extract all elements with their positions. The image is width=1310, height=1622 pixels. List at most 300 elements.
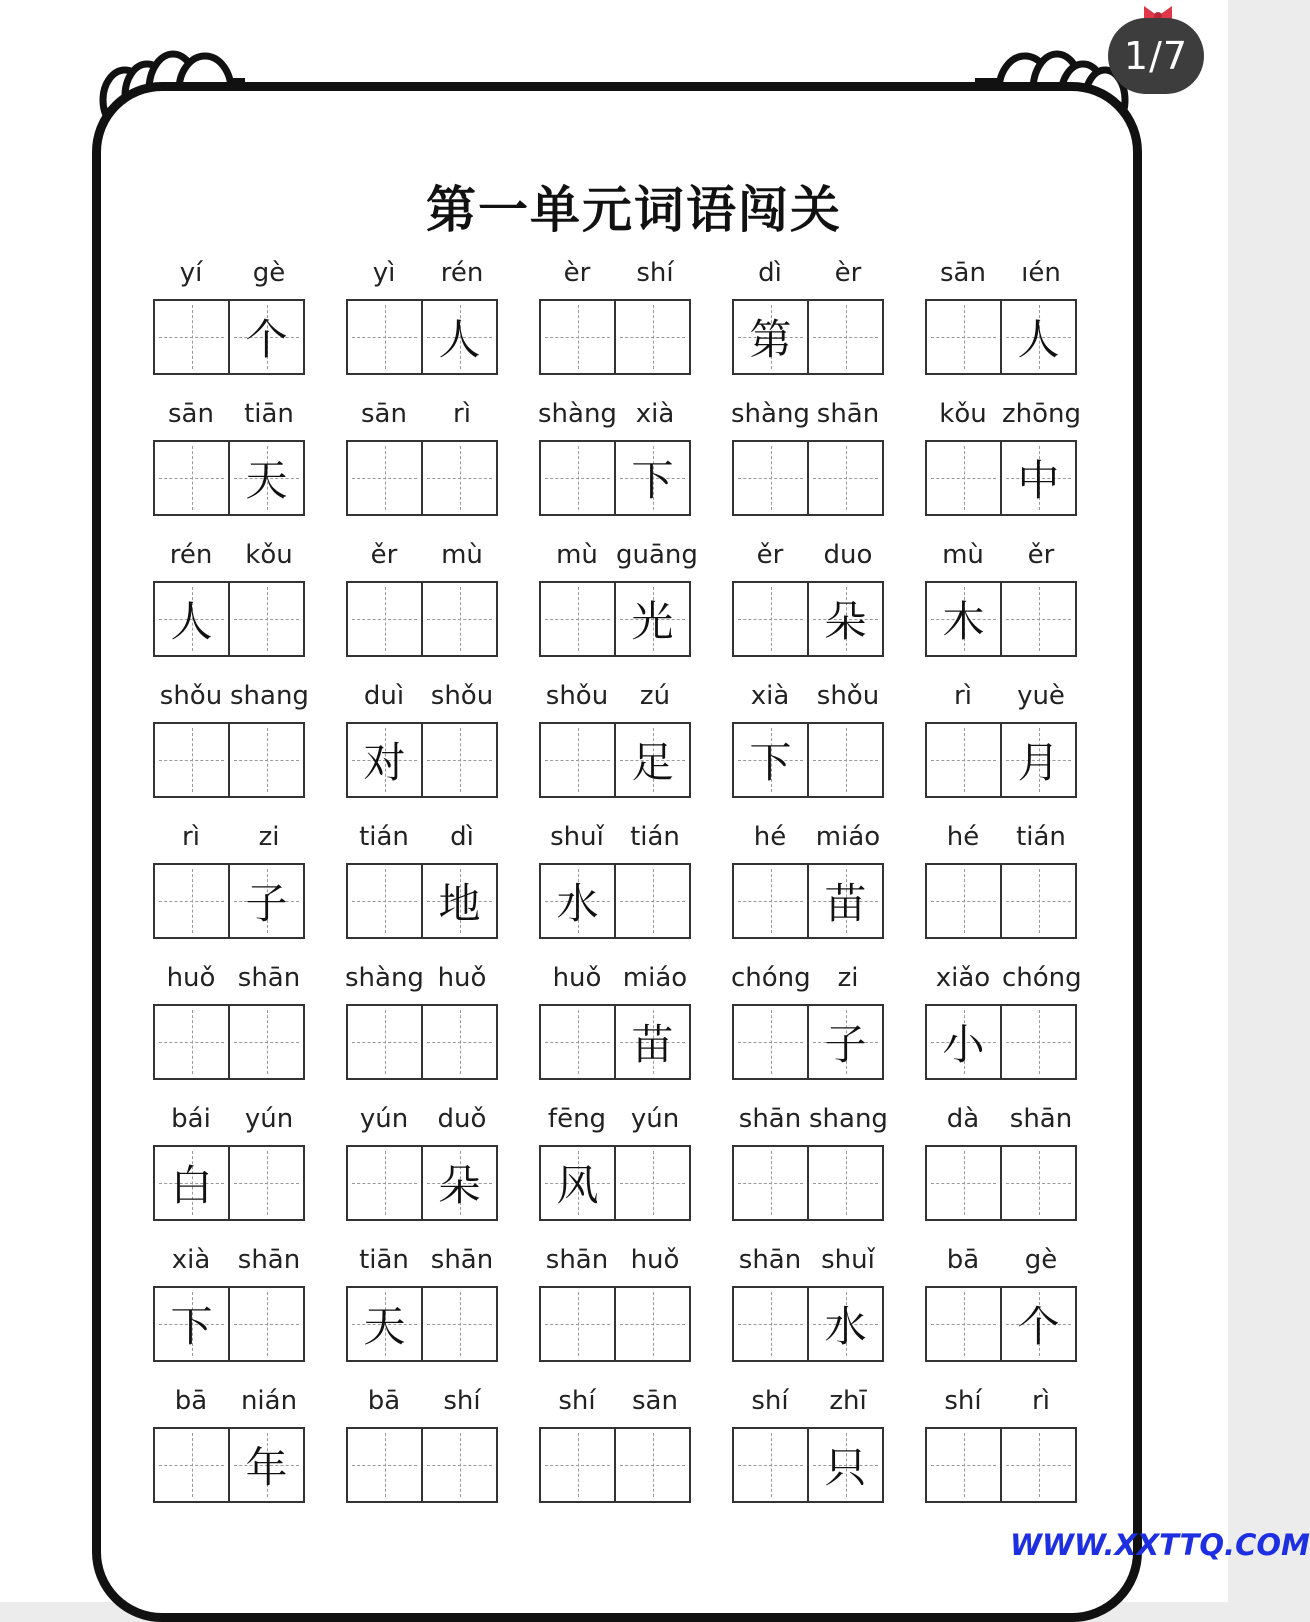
character-box[interactable] (155, 1147, 230, 1219)
character-box[interactable] (230, 865, 303, 937)
pinyin-row (538, 963, 698, 999)
word-item (731, 1245, 924, 1386)
character-box[interactable] (155, 442, 230, 514)
word-item (538, 1104, 731, 1245)
pinyin-row (731, 540, 891, 576)
pinyin-row (924, 258, 1084, 294)
pinyin-row (538, 1104, 698, 1140)
character-box[interactable] (230, 583, 303, 655)
pinyin-syllable: xià (171, 1245, 211, 1275)
pinyin-syllable: shang (230, 681, 309, 711)
tianzige-box-pair (153, 1004, 305, 1080)
tianzige-box-pair (539, 581, 691, 657)
character-box[interactable] (423, 301, 496, 373)
character-box[interactable] (734, 1429, 809, 1501)
pinyin-row (152, 963, 312, 999)
character-box[interactable] (541, 442, 616, 514)
pinyin-syllable: gè (252, 258, 286, 288)
character-box[interactable] (541, 724, 616, 796)
pinyin-syllable: shuǐ (821, 1245, 875, 1275)
pinyin-syllable: tián (630, 822, 680, 852)
word-item (152, 681, 345, 822)
pinyin-syllable: zhī (829, 1386, 867, 1416)
character-box[interactable] (927, 724, 1002, 796)
pinyin-syllable: bái (171, 1104, 211, 1134)
word-item (538, 258, 731, 399)
word-item (924, 1245, 1117, 1386)
pinyin-syllable: shang (809, 1104, 888, 1134)
pinyin-row (538, 399, 698, 435)
character-box[interactable] (348, 1147, 423, 1219)
tianzige-box-pair (539, 1004, 691, 1080)
pinyin-syllable: tián (1016, 822, 1066, 852)
word-item (152, 1386, 345, 1527)
character-box[interactable] (1002, 1429, 1075, 1501)
pinyin-syllable: zhōng (1002, 399, 1082, 429)
character-box[interactable] (423, 865, 496, 937)
character-box[interactable] (1002, 1147, 1075, 1219)
tianzige-box-pair (732, 1427, 884, 1503)
word-item (152, 540, 345, 681)
word-item (345, 822, 538, 963)
word-item (731, 822, 924, 963)
character-box[interactable] (230, 442, 303, 514)
pinyin-syllable: èr (834, 258, 862, 288)
word-item (538, 1386, 731, 1527)
given-character: 小 (942, 1020, 985, 1069)
character-box[interactable] (155, 301, 230, 373)
character-box[interactable] (734, 301, 809, 373)
word-item (152, 963, 345, 1104)
tianzige-box-pair (925, 581, 1077, 657)
word-item (924, 681, 1117, 822)
pinyin-syllable: ěr (370, 540, 398, 570)
given-character: 苗 (824, 879, 867, 928)
pinyin-row (152, 399, 312, 435)
pinyin-syllable: duǒ (437, 1104, 487, 1134)
pinyin-row (345, 822, 505, 858)
pinyin-row (924, 540, 1084, 576)
character-box[interactable] (809, 1006, 882, 1078)
character-box[interactable] (927, 442, 1002, 514)
character-box[interactable] (155, 1006, 230, 1078)
pinyin-row (538, 1245, 698, 1281)
character-box[interactable] (1002, 583, 1075, 655)
pinyin-syllable: miáo (815, 822, 881, 852)
character-box[interactable] (541, 865, 616, 937)
character-box[interactable] (734, 442, 809, 514)
pinyin-row (924, 1386, 1084, 1422)
tianzige-box-pair (539, 440, 691, 516)
character-box[interactable] (616, 1429, 689, 1501)
character-box[interactable] (616, 1147, 689, 1219)
character-box[interactable] (927, 865, 1002, 937)
pinyin-syllable: rì (1032, 1386, 1050, 1416)
pinyin-row (924, 399, 1084, 435)
tianzige-box-pair (346, 440, 498, 516)
word-item (345, 1104, 538, 1245)
character-box[interactable] (541, 1429, 616, 1501)
word-item (731, 1104, 924, 1245)
tianzige-box-pair (539, 863, 691, 939)
character-box[interactable] (927, 583, 1002, 655)
tianzige-box-pair (925, 1145, 1077, 1221)
pinyin-row (152, 1245, 312, 1281)
given-character: 白 (170, 1161, 213, 1210)
word-item (924, 399, 1117, 540)
character-box[interactable] (423, 442, 496, 514)
character-box[interactable] (541, 1006, 616, 1078)
word-item (731, 963, 924, 1104)
pinyin-syllable: bā (174, 1386, 208, 1416)
character-box[interactable] (348, 301, 423, 373)
tianzige-box-pair (925, 1004, 1077, 1080)
pinyin-syllable: ěr (1027, 540, 1055, 570)
pinyin-syllable: hé (753, 822, 787, 852)
pinyin-syllable: shān (237, 1245, 301, 1275)
character-box[interactable] (155, 1288, 230, 1360)
pinyin-syllable: xià (635, 399, 675, 429)
pinyin-row (731, 1245, 891, 1281)
pinyin-syllable: ěr (756, 540, 784, 570)
character-box[interactable] (809, 301, 882, 373)
pinyin-row (731, 681, 891, 717)
tianzige-box-pair (346, 1145, 498, 1221)
given-character: 木 (942, 597, 985, 646)
character-box[interactable] (348, 442, 423, 514)
word-item (924, 822, 1117, 963)
pinyin-row (345, 258, 505, 294)
pinyin-syllable: dà (946, 1104, 980, 1134)
pinyin-syllable: shān (738, 1245, 802, 1275)
site-watermark: WWW.XXTTQ.COM (1010, 1528, 1310, 1562)
pinyin-syllable: bā (946, 1245, 980, 1275)
word-item (345, 258, 538, 399)
character-box[interactable] (230, 1147, 303, 1219)
given-character: 个 (1017, 1302, 1060, 1351)
character-box[interactable] (1002, 442, 1075, 514)
pinyin-syllable: guāng (616, 540, 698, 570)
word-item (924, 963, 1117, 1104)
word-item (345, 963, 538, 1104)
pinyin-syllable: yún (630, 1104, 680, 1134)
tianzige-box-pair (732, 1145, 884, 1221)
word-item (345, 1245, 538, 1386)
pinyin-row (152, 822, 312, 858)
character-box[interactable] (927, 301, 1002, 373)
tianzige-box-pair (925, 863, 1077, 939)
pinyin-row (345, 399, 505, 435)
pinyin-syllable: kǒu (245, 540, 293, 570)
pinyin-row (538, 822, 698, 858)
character-box[interactable] (155, 583, 230, 655)
pinyin-syllable: tiān (244, 399, 294, 429)
word-item (152, 822, 345, 963)
character-box[interactable] (230, 1288, 303, 1360)
pinyin-syllable: nián (240, 1386, 298, 1416)
character-box[interactable] (423, 724, 496, 796)
word-item (731, 540, 924, 681)
character-box[interactable] (423, 1006, 496, 1078)
character-box[interactable] (927, 1288, 1002, 1360)
character-box[interactable] (734, 1147, 809, 1219)
pinyin-syllable: shǒu (159, 681, 223, 711)
character-box[interactable] (348, 583, 423, 655)
character-box[interactable] (616, 442, 689, 514)
pinyin-row (731, 963, 891, 999)
pinyin-syllable: ıén (1021, 258, 1061, 288)
word-item (924, 540, 1117, 681)
pinyin-syllable: yí (179, 258, 203, 288)
character-box[interactable] (1002, 301, 1075, 373)
tianzige-box-pair (539, 722, 691, 798)
pinyin-syllable: huǒ (552, 963, 602, 993)
pinyin-syllable: mù (556, 540, 598, 570)
given-character: 水 (556, 879, 599, 928)
pinyin-syllable: shǒu (545, 681, 609, 711)
pinyin-syllable: xià (750, 681, 790, 711)
pinyin-row (924, 1104, 1084, 1140)
pinyin-row (152, 1104, 312, 1140)
character-box[interactable] (423, 1288, 496, 1360)
character-box[interactable] (541, 301, 616, 373)
pinyin-row (924, 822, 1084, 858)
word-item (538, 1245, 731, 1386)
given-character: 对 (363, 738, 406, 787)
character-box[interactable] (230, 1429, 303, 1501)
character-box[interactable] (809, 1147, 882, 1219)
character-box[interactable] (541, 1288, 616, 1360)
character-box[interactable] (927, 1429, 1002, 1501)
given-character: 年 (245, 1443, 288, 1492)
character-box[interactable] (616, 865, 689, 937)
pinyin-syllable: shí (944, 1386, 982, 1416)
given-character: 子 (245, 879, 288, 928)
word-item (924, 258, 1117, 399)
character-box[interactable] (348, 1288, 423, 1360)
tianzige-box-pair (346, 1427, 498, 1503)
pinyin-syllable: shǒu (816, 681, 880, 711)
pinyin-row (345, 540, 505, 576)
tianzige-box-pair (153, 722, 305, 798)
word-item (152, 1104, 345, 1245)
character-box[interactable] (348, 1006, 423, 1078)
character-box[interactable] (616, 1006, 689, 1078)
worksheet-title: 第一单元词语闯关 (426, 181, 842, 239)
pinyin-syllable: gè (1024, 1245, 1058, 1275)
character-box[interactable] (1002, 1006, 1075, 1078)
pinyin-syllable: yuè (1017, 681, 1065, 711)
pinyin-syllable: sān (361, 399, 407, 429)
given-character: 下 (170, 1302, 213, 1351)
pinyin-syllable: shān (816, 399, 880, 429)
tianzige-box-pair (153, 863, 305, 939)
word-item (924, 1386, 1117, 1527)
tianzige-box-pair (153, 1427, 305, 1503)
pinyin-syllable: èr (563, 258, 591, 288)
pinyin-row (731, 399, 891, 435)
word-item (924, 1104, 1117, 1245)
tianzige-box-pair (346, 863, 498, 939)
word-item (345, 681, 538, 822)
given-character: 个 (245, 315, 288, 364)
pinyin-syllable: shān (430, 1245, 494, 1275)
word-item (731, 258, 924, 399)
character-box[interactable] (809, 442, 882, 514)
character-box[interactable] (348, 865, 423, 937)
character-box[interactable] (809, 1429, 882, 1501)
character-box[interactable] (616, 724, 689, 796)
word-item (345, 1386, 538, 1527)
character-box[interactable] (348, 724, 423, 796)
pinyin-syllable: shàng (345, 963, 424, 993)
pinyin-syllable: shān (1009, 1104, 1073, 1134)
pinyin-row (924, 1245, 1084, 1281)
pinyin-syllable: shàng (538, 399, 617, 429)
pinyin-row (731, 258, 891, 294)
pinyin-syllable: shàng (731, 399, 810, 429)
character-box[interactable] (230, 1006, 303, 1078)
pinyin-syllable: rì (453, 399, 471, 429)
pinyin-syllable: shān (545, 1245, 609, 1275)
pinyin-row (731, 1104, 891, 1140)
character-box[interactable] (809, 865, 882, 937)
tianzige-box-pair (732, 299, 884, 375)
character-box[interactable] (734, 724, 809, 796)
tianzige-box-pair (925, 440, 1077, 516)
character-box[interactable] (734, 865, 809, 937)
word-grid (152, 258, 1117, 1527)
character-box[interactable] (809, 724, 882, 796)
pinyin-row (152, 681, 312, 717)
character-box[interactable] (423, 1429, 496, 1501)
character-box[interactable] (230, 724, 303, 796)
tianzige-box-pair (346, 299, 498, 375)
pinyin-syllable: yì (372, 258, 396, 288)
given-character: 人 (438, 315, 481, 364)
word-item (731, 1386, 924, 1527)
pinyin-syllable: rì (182, 822, 200, 852)
given-character: 天 (245, 456, 288, 505)
tianzige-box-pair (925, 299, 1077, 375)
character-box[interactable] (616, 583, 689, 655)
pinyin-row (152, 1386, 312, 1422)
word-item (345, 399, 538, 540)
pinyin-syllable: zi (258, 822, 280, 852)
character-box[interactable] (1002, 724, 1075, 796)
pinyin-row (731, 822, 891, 858)
pinyin-row (538, 681, 698, 717)
given-character: 朵 (438, 1161, 481, 1210)
given-character: 下 (749, 738, 792, 787)
pinyin-syllable: huǒ (630, 1245, 680, 1275)
character-box[interactable] (1002, 1288, 1075, 1360)
character-box[interactable] (616, 301, 689, 373)
pinyin-row (924, 963, 1084, 999)
character-box[interactable] (348, 1429, 423, 1501)
character-box[interactable] (155, 724, 230, 796)
tianzige-box-pair (732, 581, 884, 657)
character-box[interactable] (155, 865, 230, 937)
pinyin-syllable: rén (169, 540, 213, 570)
given-character: 第 (749, 315, 792, 364)
pinyin-syllable: hé (946, 822, 980, 852)
given-character: 水 (824, 1302, 867, 1351)
pinyin-syllable: tiān (359, 1245, 409, 1275)
pinyin-syllable: sān (632, 1386, 678, 1416)
word-item (538, 399, 731, 540)
tianzige-box-pair (539, 1145, 691, 1221)
character-box[interactable] (155, 1429, 230, 1501)
pinyin-syllable: shí (443, 1386, 481, 1416)
tianzige-box-pair (153, 1145, 305, 1221)
pinyin-syllable: zú (639, 681, 671, 711)
pinyin-syllable: mù (942, 540, 984, 570)
pinyin-syllable: tián (359, 822, 409, 852)
character-box[interactable] (734, 1006, 809, 1078)
pinyin-syllable: fēng (547, 1104, 607, 1134)
character-box[interactable] (927, 1006, 1002, 1078)
tianzige-box-pair (153, 1286, 305, 1362)
given-character: 只 (824, 1443, 867, 1492)
character-box[interactable] (809, 1288, 882, 1360)
character-box[interactable] (541, 583, 616, 655)
pinyin-syllable: rén (440, 258, 484, 288)
word-item (538, 822, 731, 963)
given-character: 朵 (824, 597, 867, 646)
pinyin-syllable: shān (738, 1104, 802, 1134)
character-box[interactable] (734, 583, 809, 655)
word-item (152, 399, 345, 540)
tianzige-box-pair (153, 299, 305, 375)
tianzige-box-pair (153, 581, 305, 657)
pinyin-syllable: huǒ (437, 963, 487, 993)
pinyin-syllable: miáo (622, 963, 688, 993)
pinyin-syllable: shí (751, 1386, 789, 1416)
word-item (731, 399, 924, 540)
tianzige-box-pair (346, 722, 498, 798)
word-item (152, 258, 345, 399)
character-box[interactable] (734, 1288, 809, 1360)
tianzige-box-pair (732, 1286, 884, 1362)
page-indicator-badge[interactable]: 1/7 (1108, 18, 1204, 94)
character-box[interactable] (927, 1147, 1002, 1219)
pinyin-row (345, 681, 505, 717)
character-box[interactable] (1002, 865, 1075, 937)
pinyin-row (538, 540, 698, 576)
pinyin-syllable: xiǎo (935, 963, 991, 993)
given-character: 足 (631, 738, 674, 787)
character-box[interactable] (809, 583, 882, 655)
pinyin-row (538, 258, 698, 294)
character-box[interactable] (423, 1147, 496, 1219)
pinyin-syllable: huǒ (166, 963, 216, 993)
pinyin-syllable: dì (758, 258, 782, 288)
pinyin-syllable: dì (450, 822, 474, 852)
pinyin-syllable: shǒu (430, 681, 494, 711)
given-character: 苗 (631, 1020, 674, 1069)
pinyin-row (924, 681, 1084, 717)
character-box[interactable] (423, 583, 496, 655)
character-box[interactable] (230, 301, 303, 373)
word-item (538, 681, 731, 822)
character-box[interactable] (616, 1288, 689, 1360)
tianzige-box-pair (539, 1427, 691, 1503)
given-character: 下 (631, 456, 674, 505)
pinyin-syllable: rì (954, 681, 972, 711)
pinyin-syllable: yún (244, 1104, 294, 1134)
character-box[interactable] (541, 1147, 616, 1219)
